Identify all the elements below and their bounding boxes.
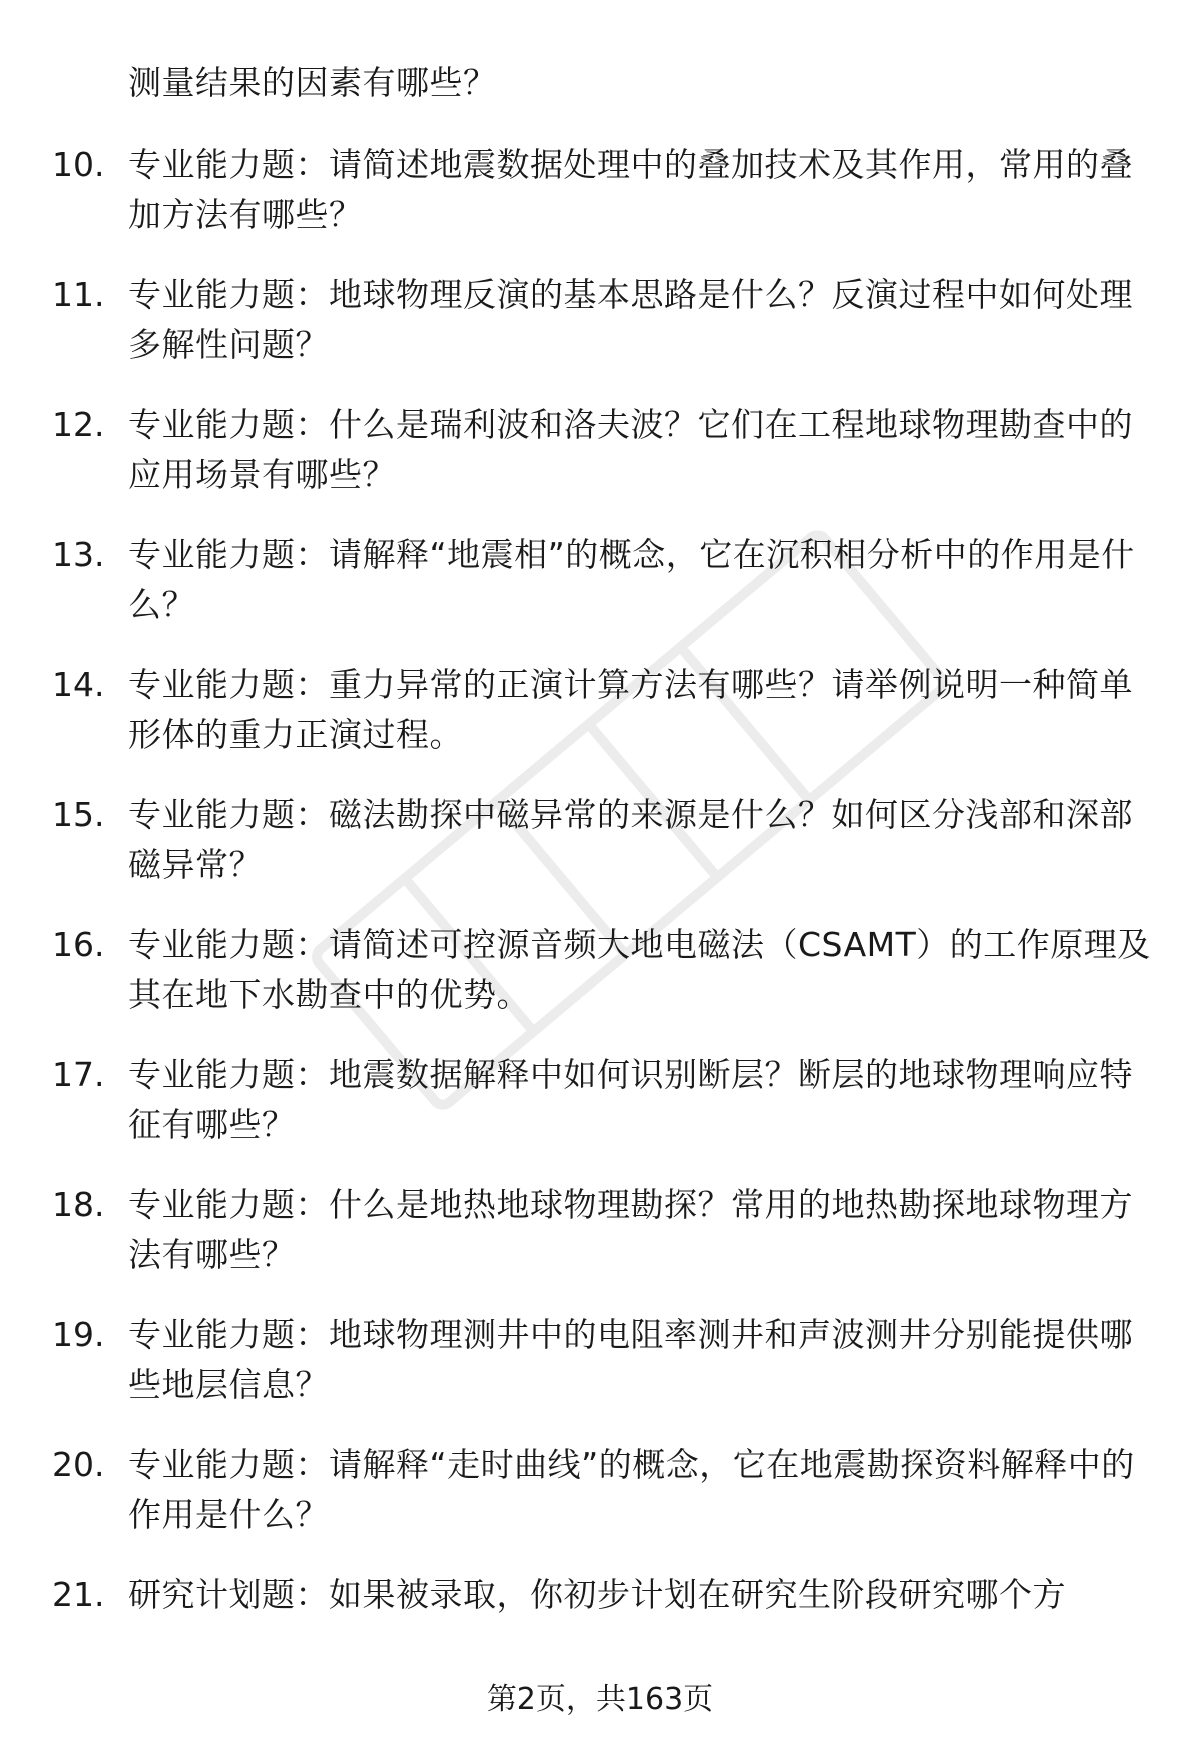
question-item	[52, 1440, 1162, 1540]
continued-question-text: 测量结果的因素有哪些？	[128, 63, 497, 102]
question-number: 18.	[52, 1185, 105, 1224]
question-number: 11.	[52, 275, 105, 314]
question-text: 专业能力题：请解释“走时曲线”的概念，它在地震勘探资料解释中的作用是什么？	[128, 1445, 1135, 1534]
question-item	[52, 790, 1162, 890]
question-item	[52, 660, 1162, 760]
question-text: 专业能力题：地震数据解释中如何识别断层？断层的地球物理响应特征有哪些？	[128, 1055, 1133, 1144]
question-text: 专业能力题：重力异常的正演计算方法有哪些？请举例说明一种简单形体的重力正演过程。	[128, 665, 1133, 754]
question-number: 19.	[52, 1315, 105, 1354]
question-number: 12.	[52, 405, 105, 444]
page-footer: 第2页，共163页	[486, 1682, 714, 1717]
question-text: 专业能力题：地球物理测井中的电阻率测井和声波测井分别能提供哪些地层信息？	[128, 1315, 1133, 1404]
question-text: 专业能力题：地球物理反演的基本思路是什么？反演过程中如何处理多解性问题？	[128, 275, 1133, 364]
question-text: 专业能力题：请简述可控源音频大地电磁法（CSAMT）的工作原理及其在地下水勘查中的优势。	[128, 925, 1151, 1014]
question-item	[52, 530, 1162, 630]
question-item	[52, 140, 1162, 240]
question-list	[52, 58, 1162, 1650]
question-text: 专业能力题：什么是地热地球物理勘探？常用的地热勘探地球物理方法有哪些？	[128, 1185, 1133, 1274]
question-item	[52, 1180, 1162, 1280]
question-number: 14.	[52, 665, 105, 704]
question-number: 17.	[52, 1055, 105, 1094]
question-item	[52, 1310, 1162, 1410]
question-number: 21.	[52, 1575, 105, 1614]
question-number: 20.	[52, 1445, 105, 1484]
question-number: 16.	[52, 925, 105, 964]
question-item	[52, 920, 1162, 1020]
question-text: 专业能力题：请简述地震数据处理中的叠加技术及其作用，常用的叠加方法有哪些？	[128, 145, 1133, 234]
question-item	[52, 1050, 1162, 1150]
question-number: 15.	[52, 795, 105, 834]
question-item	[52, 400, 1162, 500]
question-text: 研究计划题：如果被录取，你初步计划在研究生阶段研究哪个方	[128, 1575, 1066, 1614]
question-number: 10.	[52, 145, 105, 184]
question-text: 专业能力题：磁法勘探中磁异常的来源是什么？如何区分浅部和深部磁异常？	[128, 795, 1133, 884]
question-item	[52, 1570, 1162, 1620]
question-item	[52, 270, 1162, 370]
question-text: 专业能力题：请解释“地震相”的概念，它在沉积相分析中的作用是什么？	[128, 535, 1135, 624]
question-text: 专业能力题：什么是瑞利波和洛夫波？它们在工程地球物理勘查中的应用场景有哪些？	[128, 405, 1133, 494]
question-number: 13.	[52, 535, 105, 574]
